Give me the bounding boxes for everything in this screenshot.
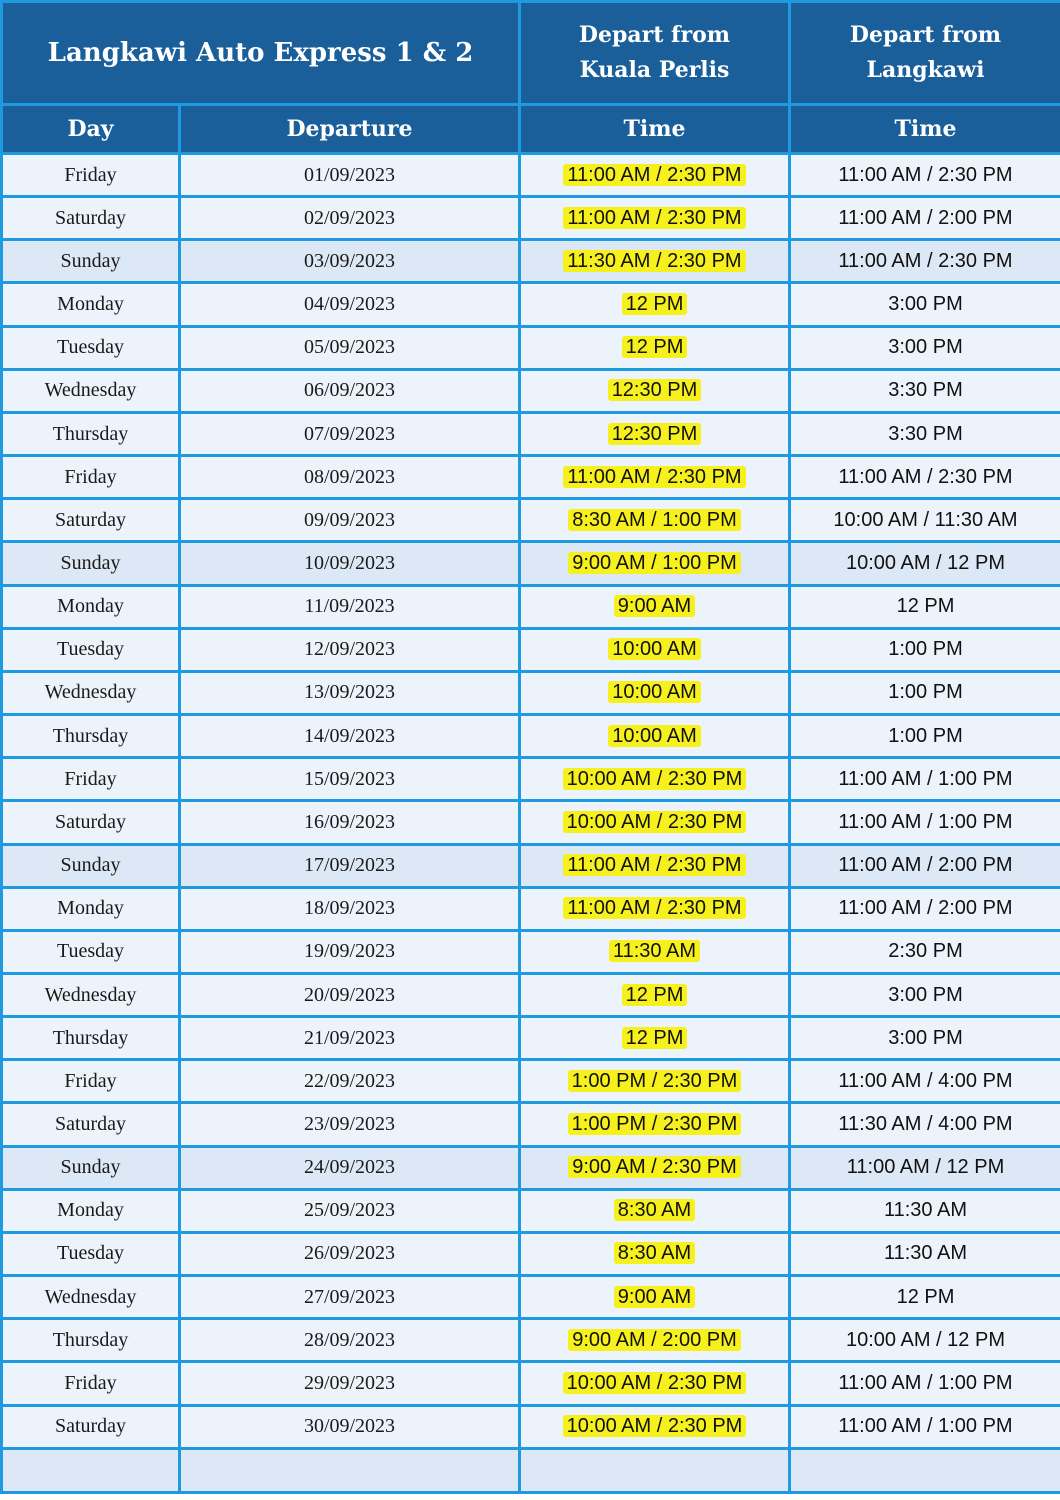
kuala-perlis-time-cell (520, 1362, 790, 1405)
highlighted-time: 10:00 AM / 2:30 PM (563, 768, 747, 790)
kuala-perlis-title-line2: Kuala Perlis (579, 57, 730, 83)
langkawi-time-cell: 11:00 AM / 1:00 PM (790, 801, 1060, 844)
langkawi-time-cell: 12 PM (790, 1276, 1060, 1319)
date-cell: 20/09/2023 (180, 973, 520, 1016)
highlighted-time: 11:30 AM / 2:30 PM (563, 250, 745, 272)
langkawi-time-cell: 2:30 PM (790, 930, 1060, 973)
kuala-perlis-time-cell (520, 154, 790, 197)
day-header: Day (2, 105, 180, 154)
kuala-perlis-time-cell (520, 1232, 790, 1275)
table-row (2, 283, 1060, 326)
highlighted-time: 9:00 AM / 2:30 PM (568, 1156, 741, 1178)
title-row (2, 2, 1060, 105)
highlighted-time: 11:00 AM / 2:30 PM (563, 466, 745, 488)
langkawi-time-cell: 10:00 AM / 11:30 AM (790, 499, 1060, 542)
table-row (2, 1232, 1060, 1275)
empty-cell (2, 1448, 180, 1492)
date-cell: 07/09/2023 (180, 412, 520, 455)
day-cell: Saturday (2, 801, 180, 844)
langkawi-time-cell: 11:00 AM / 1:00 PM (790, 758, 1060, 801)
kuala-perlis-time-cell (520, 671, 790, 714)
date-cell: 25/09/2023 (180, 1189, 520, 1232)
date-cell: 26/09/2023 (180, 1232, 520, 1275)
date-cell: 30/09/2023 (180, 1405, 520, 1448)
highlighted-time: 8:30 AM / 1:00 PM (568, 509, 741, 531)
day-cell: Saturday (2, 1103, 180, 1146)
table-row (2, 1319, 1060, 1362)
day-cell: Sunday (2, 542, 180, 585)
table-row (2, 1146, 1060, 1189)
date-cell: 09/09/2023 (180, 499, 520, 542)
highlighted-time: 9:00 AM / 1:00 PM (568, 552, 741, 574)
table-row (2, 1405, 1060, 1448)
highlighted-time: 11:00 AM / 2:30 PM (563, 164, 745, 186)
date-cell: 27/09/2023 (180, 1276, 520, 1319)
highlighted-time: 8:30 AM (614, 1199, 695, 1221)
empty-cell (790, 1448, 1060, 1492)
kuala-perlis-time-cell (520, 801, 790, 844)
day-cell: Friday (2, 758, 180, 801)
kuala-perlis-time-cell (520, 715, 790, 758)
column-header-row (2, 105, 1060, 154)
kuala-perlis-time-cell (520, 628, 790, 671)
day-cell: Saturday (2, 197, 180, 240)
date-cell: 08/09/2023 (180, 456, 520, 499)
langkawi-time-cell: 12 PM (790, 585, 1060, 628)
kuala-perlis-time-cell (520, 499, 790, 542)
day-cell: Thursday (2, 412, 180, 455)
schedule-body (2, 154, 1060, 1493)
day-cell: Monday (2, 1189, 180, 1232)
kuala-perlis-time-cell (520, 1017, 790, 1060)
date-cell: 01/09/2023 (180, 154, 520, 197)
langkawi-time-cell: 11:00 AM / 2:00 PM (790, 197, 1060, 240)
highlighted-time: 9:00 AM (614, 595, 695, 617)
highlighted-time: 8:30 AM (614, 1242, 695, 1264)
day-cell: Wednesday (2, 671, 180, 714)
highlighted-time: 10:00 AM (608, 725, 701, 747)
table-row (2, 930, 1060, 973)
date-cell: 28/09/2023 (180, 1319, 520, 1362)
table-row (2, 456, 1060, 499)
kuala-perlis-time-cell (520, 758, 790, 801)
langkawi-time-cell: 3:30 PM (790, 412, 1060, 455)
highlighted-time: 10:00 AM (608, 681, 701, 703)
table-row (2, 1017, 1060, 1060)
langkawi-time-cell: 11:00 AM / 2:30 PM (790, 456, 1060, 499)
kuala-perlis-time-cell (520, 542, 790, 585)
langkawi-time-cell: 3:00 PM (790, 1017, 1060, 1060)
day-cell: Monday (2, 887, 180, 930)
highlighted-time: 10:00 AM / 2:30 PM (563, 811, 747, 833)
table-row (2, 1060, 1060, 1103)
kuala-perlis-time-cell (520, 1060, 790, 1103)
kuala-perlis-time-cell (520, 283, 790, 326)
langkawi-time-cell: 3:00 PM (790, 283, 1060, 326)
table-row (2, 542, 1060, 585)
day-cell: Tuesday (2, 628, 180, 671)
table-row (2, 585, 1060, 628)
table-row (2, 1362, 1060, 1405)
date-cell: 18/09/2023 (180, 887, 520, 930)
date-cell: 17/09/2023 (180, 844, 520, 887)
day-cell: Friday (2, 456, 180, 499)
highlighted-time: 12 PM (622, 1027, 688, 1049)
day-cell: Wednesday (2, 1276, 180, 1319)
day-cell: Wednesday (2, 369, 180, 412)
table-row (2, 1103, 1060, 1146)
table-row (2, 887, 1060, 930)
day-cell: Monday (2, 283, 180, 326)
departure-header: Departure (180, 105, 520, 154)
highlighted-time: 11:00 AM / 2:30 PM (563, 207, 745, 229)
highlighted-time: 10:00 AM (608, 638, 701, 660)
day-cell: Thursday (2, 1017, 180, 1060)
kuala-perlis-time-cell (520, 1103, 790, 1146)
date-cell: 11/09/2023 (180, 585, 520, 628)
day-cell: Sunday (2, 240, 180, 283)
kuala-perlis-time-cell (520, 973, 790, 1016)
highlighted-time: 1:00 PM / 2:30 PM (568, 1070, 742, 1092)
langkawi-time-cell: 3:00 PM (790, 973, 1060, 1016)
langkawi-time-cell: 1:00 PM (790, 715, 1060, 758)
day-cell: Friday (2, 154, 180, 197)
langkawi-time-cell: 11:00 AM / 1:00 PM (790, 1362, 1060, 1405)
langkawi-time-cell: 11:00 AM / 1:00 PM (790, 1405, 1060, 1448)
kuala-perlis-time-cell (520, 930, 790, 973)
day-cell: Tuesday (2, 930, 180, 973)
highlighted-time: 1:00 PM / 2:30 PM (568, 1113, 742, 1135)
table-row (2, 154, 1060, 197)
langkawi-time-header: Time (790, 105, 1060, 154)
table-row (2, 326, 1060, 369)
day-cell: Thursday (2, 715, 180, 758)
date-cell: 14/09/2023 (180, 715, 520, 758)
langkawi-time-cell: 3:30 PM (790, 369, 1060, 412)
langkawi-time-cell: 11:30 AM (790, 1232, 1060, 1275)
date-cell: 04/09/2023 (180, 283, 520, 326)
table-row (2, 240, 1060, 283)
empty-row (2, 1448, 1060, 1492)
highlighted-time: 11:00 AM / 2:30 PM (563, 854, 745, 876)
langkawi-time-cell: 10:00 AM / 12 PM (790, 542, 1060, 585)
day-cell: Wednesday (2, 973, 180, 1016)
date-cell: 22/09/2023 (180, 1060, 520, 1103)
highlighted-time: 9:00 AM (614, 1286, 695, 1308)
table-row (2, 671, 1060, 714)
date-cell: 13/09/2023 (180, 671, 520, 714)
date-cell: 23/09/2023 (180, 1103, 520, 1146)
table-row (2, 758, 1060, 801)
table-row (2, 973, 1060, 1016)
langkawi-time-cell: 11:00 AM / 12 PM (790, 1146, 1060, 1189)
langkawi-title-line1: Depart from (849, 22, 1002, 48)
date-cell: 10/09/2023 (180, 542, 520, 585)
highlighted-time: 10:00 AM / 2:30 PM (563, 1415, 747, 1437)
date-cell: 06/09/2023 (180, 369, 520, 412)
date-cell: 03/09/2023 (180, 240, 520, 283)
langkawi-time-cell: 1:00 PM (790, 628, 1060, 671)
highlighted-time: 11:30 AM (609, 940, 700, 962)
date-cell: 12/09/2023 (180, 628, 520, 671)
date-cell: 02/09/2023 (180, 197, 520, 240)
highlighted-time: 12 PM (622, 336, 688, 358)
day-cell: Saturday (2, 499, 180, 542)
kuala-perlis-time-cell (520, 326, 790, 369)
date-cell: 15/09/2023 (180, 758, 520, 801)
empty-cell (180, 1448, 520, 1492)
table-row (2, 801, 1060, 844)
langkawi-time-cell: 1:00 PM (790, 671, 1060, 714)
table-row (2, 1276, 1060, 1319)
kuala-perlis-time-cell (520, 1319, 790, 1362)
kuala-perlis-time-cell (520, 197, 790, 240)
highlighted-time: 12 PM (622, 293, 688, 315)
langkawi-time-cell: 11:30 AM (790, 1189, 1060, 1232)
day-cell: Tuesday (2, 1232, 180, 1275)
table-row (2, 844, 1060, 887)
kuala-perlis-time-cell (520, 456, 790, 499)
kuala-perlis-time-cell (520, 1276, 790, 1319)
date-cell: 29/09/2023 (180, 1362, 520, 1405)
table-row (2, 197, 1060, 240)
kuala-perlis-time-header: Time (520, 105, 790, 154)
kuala-perlis-time-cell (520, 240, 790, 283)
highlighted-time: 11:00 AM / 2:30 PM (563, 897, 745, 919)
kuala-perlis-column-title (520, 2, 790, 105)
date-cell: 24/09/2023 (180, 1146, 520, 1189)
langkawi-time-cell: 11:00 AM / 2:00 PM (790, 887, 1060, 930)
kuala-perlis-time-cell (520, 1146, 790, 1189)
date-cell: 19/09/2023 (180, 930, 520, 973)
empty-cell (520, 1448, 790, 1492)
langkawi-column-title (790, 2, 1060, 105)
table-row (2, 1189, 1060, 1232)
day-cell: Friday (2, 1060, 180, 1103)
kuala-perlis-time-cell (520, 844, 790, 887)
day-cell: Thursday (2, 1319, 180, 1362)
langkawi-time-cell: 3:00 PM (790, 326, 1060, 369)
highlighted-time: 12:30 PM (608, 423, 702, 445)
table-row (2, 715, 1060, 758)
day-cell: Sunday (2, 844, 180, 887)
highlighted-time: 9:00 AM / 2:00 PM (568, 1329, 741, 1351)
langkawi-time-cell: 11:30 AM / 4:00 PM (790, 1103, 1060, 1146)
langkawi-time-cell: 10:00 AM / 12 PM (790, 1319, 1060, 1362)
kuala-perlis-time-cell (520, 1405, 790, 1448)
highlighted-time: 12 PM (622, 984, 688, 1006)
day-cell: Sunday (2, 1146, 180, 1189)
date-cell: 16/09/2023 (180, 801, 520, 844)
langkawi-time-cell: 11:00 AM / 2:00 PM (790, 844, 1060, 887)
date-cell: 21/09/2023 (180, 1017, 520, 1060)
date-cell: 05/09/2023 (180, 326, 520, 369)
day-cell: Monday (2, 585, 180, 628)
langkawi-time-cell: 11:00 AM / 2:30 PM (790, 240, 1060, 283)
day-cell: Tuesday (2, 326, 180, 369)
schedule-title: Langkawi Auto Express 1 & 2 (2, 2, 520, 105)
kuala-perlis-time-cell (520, 369, 790, 412)
table-row (2, 628, 1060, 671)
kuala-perlis-time-cell (520, 1189, 790, 1232)
langkawi-title-line2: Langkawi (866, 57, 985, 83)
kuala-perlis-time-cell (520, 585, 790, 628)
day-cell: Saturday (2, 1405, 180, 1448)
table-row (2, 412, 1060, 455)
langkawi-time-cell: 11:00 AM / 2:30 PM (790, 154, 1060, 197)
day-cell: Friday (2, 1362, 180, 1405)
kuala-perlis-title-line1: Depart from (578, 22, 731, 48)
langkawi-time-cell: 11:00 AM / 4:00 PM (790, 1060, 1060, 1103)
table-row (2, 499, 1060, 542)
table-row (2, 369, 1060, 412)
highlighted-time: 12:30 PM (608, 379, 702, 401)
kuala-perlis-time-cell (520, 412, 790, 455)
kuala-perlis-time-cell (520, 887, 790, 930)
highlighted-time: 10:00 AM / 2:30 PM (563, 1372, 747, 1394)
